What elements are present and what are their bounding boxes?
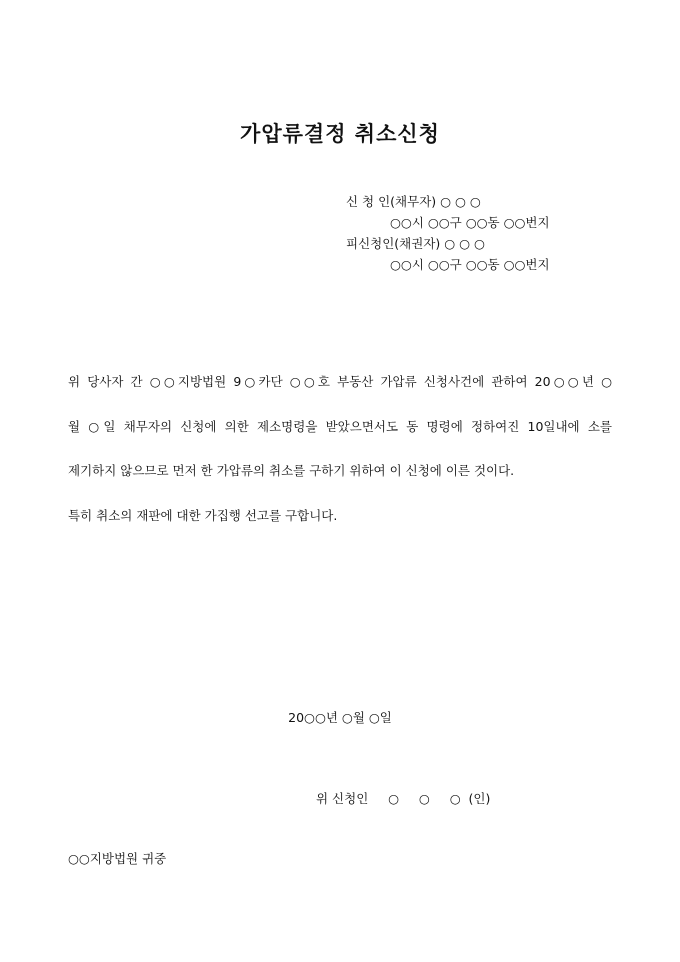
signature-line: 위 신청인 ○ ○ ○ (인) [316,791,491,806]
document-title: 가압류결정 취소신청 [240,121,440,146]
applicant-address: ○○시 ○○구 ○○동 ○○번지 [390,215,550,230]
respondent-address: ○○시 ○○구 ○○동 ○○번지 [390,257,550,272]
court-addressee: ○○지방법원 귀중 [68,851,167,866]
body-line-4: 특히 취소의 재판에 대한 가집행 선고를 구합니다. [68,508,338,523]
body-line-3: 제기하지 않으므로 먼저 한 가압류의 취소를 구하기 위하여 이 신청에 이른 것이다. [68,463,515,478]
body-line-2: 월 ○일 채무자의 신청에 의한 제소명령을 받았으면서도 동 명령에 정하여진 10일내에 소를 [68,419,612,434]
applicant-line: 신 청 인(채무자) ○ ○ ○ [346,194,481,209]
parties-block [346,191,550,275]
body-line-1: 위 당사자 간 ○○지방법원 9○카단 ○○호 부동산 가압류 신청사건에 관하여 20○○년 ○ [68,374,612,389]
respondent-line: 피신청인(채권자) ○ ○ ○ [346,236,485,251]
document-date: 20○○년 ○월 ○일 [288,710,392,725]
